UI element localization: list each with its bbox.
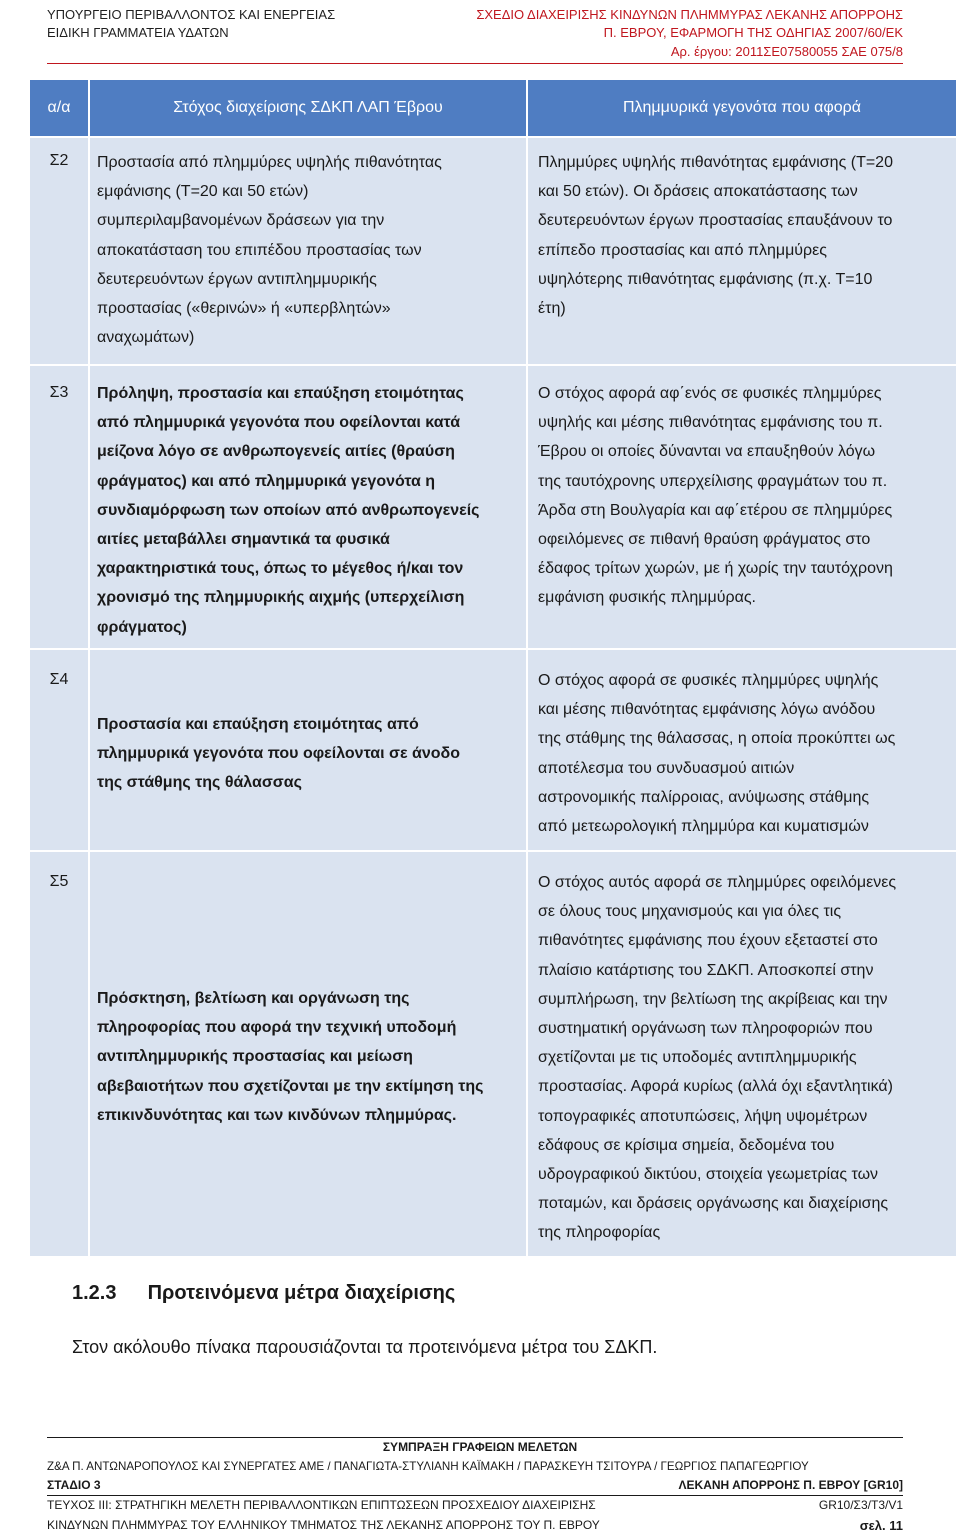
goal-line: προστασίας («θερινών» ή «υπερβλητών» <box>97 300 391 318</box>
events-line: αποτέλεσμα του συνδυασμού αιτιών <box>538 759 795 777</box>
events-line: πιθανότητες εμφάνισης που έχουν εξεταστεί στο <box>538 932 878 950</box>
goal-line: συμπεριλαμβανομένων δράσεων για την <box>97 212 385 230</box>
events-line: και 50 ετών). Οι δράσεις αποκατάστασης των <box>538 183 858 201</box>
footer-divider <box>47 1437 903 1438</box>
footer-basin: ΛΕΚΑΝΗ ΑΠΟΡΡΟΗΣ Π. ΕΒΡΟΥ [GR10] <box>678 1478 903 1492</box>
section-intro: Στον ακόλουθο πίνακα παρουσιάζονται τα προτεινόμενα μέτρα του ΣΔΚΠ. <box>72 1337 658 1357</box>
table-row-id <box>30 852 88 1256</box>
goal-line: πληροφορίας που αφορά την τεχνική υποδομή <box>97 1019 457 1037</box>
events-line: αστρονομικής παλίρροιας, ανύψωσης στάθμης <box>538 788 870 806</box>
events-line: εδάφους σε κρίσιμα σημεία, δεδομένα του <box>538 1136 835 1154</box>
plan-subtitle: Π. ΕΒΡΟΥ, ΕΦΑΡΜΟΓΗ ΤΗΣ ΟΔΗΓΙΑΣ 2007/60/ΕΚ <box>603 25 903 40</box>
goals-table <box>30 80 956 1256</box>
events-line: της στάθμης της θάλασσας, η οποία προκύπτει ως <box>538 730 896 748</box>
column-header-events: Πλημμυρικά γεγονότα που αφορά <box>528 80 956 136</box>
events-line: Έβρου οι οποίες δύνανται να επαυξηθούν λόγω <box>538 443 876 461</box>
goal-cell <box>90 650 526 850</box>
events-line: δευτερευόντων έργων προστασίας επαυξάνουν το <box>538 212 893 230</box>
goal-cell <box>90 852 526 1256</box>
project-number: Αρ. έργου: 2011ΣΕ07580055 ΣΑΕ 075/8 <box>670 44 903 59</box>
goal-line: της στάθμης της θάλασσας <box>97 774 302 792</box>
events-line: και μέσης πιθανότητας εμφάνισης λόγω ανόδου <box>538 701 876 719</box>
section-title: Προτεινόμενα μέτρα διαχείρισης <box>147 1282 456 1304</box>
column-header-goal: Στόχος διαχείρισης ΣΔΚΠ ΛΑΠ Έβρου <box>90 80 526 136</box>
events-line: Ο στόχος αφορά αφ΄ενός σε φυσικές πλημμύρες <box>538 385 882 402</box>
events-line: οφειλόμενες σε πιθανή θραύση φράγματος στο <box>538 531 871 549</box>
events-line: πλαίσιο κατάρτισης του ΣΔΚΠ. Αποσκοπεί στην <box>538 961 874 979</box>
goal-id: Σ3 <box>49 384 69 401</box>
events-line: σε όλους τους μηχανισμούς και για όλες τις <box>538 903 842 921</box>
goal-line: αναχωμάτων) <box>97 329 195 347</box>
goal-line: Προστασία από πλημμύρες υψηλής πιθανότητας <box>97 154 442 171</box>
events-line: σχετίζονται με τις υποδομές αντιπλημμυρικής <box>538 1049 857 1067</box>
goal-line: χρονισμό της πλημμυρικής αιχμής (υπερχείλιση <box>97 589 465 607</box>
plan-title: ΣΧΕΔΙΟ ΔΙΑΧΕΙΡΙΣΗΣ ΚΙΝΔΥΝΩΝ ΠΛΗΜΜΥΡΑΣ ΛΕΚΑΝΗΣ ΑΠΟΡΡΟΗΣ <box>476 7 903 22</box>
ministry-name: ΥΠΟΥΡΓΕΙΟ ΠΕΡΙΒΑΛΛΟΝΤΟΣ ΚΑΙ ΕΝΕΡΓΕΙΑΣ <box>47 7 336 22</box>
events-line: από μετεωρολογική πλημμύρα και κυματισμών <box>538 818 869 836</box>
footer-partners: Ζ&Α Π. ΑΝΤΩΝΑΡΟΠΟΥΛΟΣ ΚΑΙ ΣΥΝΕΡΓΑΤΕΣ ΑΜΕ / ΠΑΝΑΓΙΩΤΑ-ΣΤΥΛΙΑΝΗ ΚΑΪΜΑΚΗ / ΠΑΡΑΣΚΕΥΗ ΤΣΙΤΟΥΡΑ / ΓΕΩΡΓΙΟΣ ΠΑΠΑΓΕΩΡΓΙΟΥ <box>47 1460 809 1473</box>
events-line: συμπλήρωση, την βελτίωση της ακρίβειας και την <box>538 990 888 1008</box>
events-cell <box>528 138 956 364</box>
goal-line: χαρακτηριστικά τους, όπως το μέγεθος ή/και τον <box>97 560 464 578</box>
events-line: προστασίας. Αφορά κυρίως (αλλά όχι εξαντλητικά) <box>538 1078 893 1096</box>
events-line: έτη) <box>538 300 566 318</box>
events-line: επίπεδο προστασίας και από πλημμύρες <box>538 241 827 259</box>
events-line: τοπογραφικές αποτυπώσεις, λήψη υψομέτρων <box>538 1107 868 1125</box>
column-header-id: α/α <box>30 80 88 136</box>
footer-volume: ΤΕΥΧΟΣ ΙΙΙ: ΣΤΡΑΤΗΓΙΚΗ ΜΕΛΕΤΗ ΠΕΡΙΒΑΛΛΟΝΤΙΚΩΝ ΕΠΙΠΤΩΣΕΩΝ ΠΡΟΣΧΕΔΙΟΥ ΔΙΑΧΕΙΡΙΣΗΣ <box>47 1498 596 1512</box>
goal-line: Προστασία και επαύξηση ετοιμότητας από <box>97 716 419 733</box>
events-line: της πληροφορίας <box>538 1224 661 1242</box>
goal-line: αβεβαιοτήτων που σχετίζονται με την εκτίμηση της <box>97 1077 484 1095</box>
goal-line: πλημμυρικά γεγονότα που οφείλονται σε άνοδο <box>97 745 460 763</box>
goal-id: Σ5 <box>49 873 69 890</box>
page-number: σελ. 11 <box>859 1518 903 1533</box>
goal-line: επικινδυνότητας και των κινδύνων πλημμύρας. <box>97 1106 457 1124</box>
events-line: υψηλής και μέσης πιθανότητας εμφάνισης του π. <box>538 414 883 432</box>
goal-line: αποκατάσταση του επιπέδου προστασίας των <box>97 241 422 259</box>
table-row-id <box>30 650 88 850</box>
events-line: υψηλότερης πιθανότητας εμφάνισης (π.χ. Τ=10 <box>538 270 873 288</box>
goal-line: αιτίες μεταβάλλει σημαντικά τα φυσικά <box>97 531 390 549</box>
footer-stage: ΣΤΑΔΙΟ 3 <box>47 1478 101 1492</box>
table-row-id <box>30 138 88 364</box>
events-line: Πλημμύρες υψηλής πιθανότητας εμφάνισης (Τ=20 <box>538 154 893 171</box>
events-line: Ο στόχος αυτός αφορά σε πλημμύρες οφειλόμενες <box>538 874 897 891</box>
goal-line: συνδιαμόρφωση των οποίων από ανθρωπογενείς <box>97 501 480 519</box>
events-line: της ταυτόχρονης υπερχείλισης φραγμάτων του π. <box>538 472 888 490</box>
goal-id: Σ4 <box>49 671 69 688</box>
goal-line: φράγματος) <box>97 618 187 636</box>
footer-divider <box>47 1495 903 1496</box>
goal-line: από πλημμυρικά γεγονότα που οφείλονται κατά <box>97 414 461 432</box>
goal-line: μείζονα λόγο σε ανθρωπογενείς αιτίες (θραύση <box>97 443 455 461</box>
events-line: συστηματική οργάνωση των πληροφοριών που <box>538 1020 873 1038</box>
events-line: ποταμών, και δράσεις οργάνωσης και διαχείρισης <box>538 1195 889 1213</box>
section-number: 1.2.3 <box>72 1282 117 1304</box>
events-line: Ο στόχος αφορά σε φυσικές πλημμύρες υψηλής <box>538 672 879 689</box>
goal-line: Πρόσκτηση, βελτίωση και οργάνωση της <box>97 990 410 1007</box>
events-cell <box>528 366 956 648</box>
goal-line: εμφάνισης (Τ=20 και 50 ετών) <box>97 183 309 201</box>
events-line: έδαφος τρίτων χωρών, με ή χωρίς την ταυτόχρονη <box>538 560 893 578</box>
events-line: Άρδα στη Βουλγαρία και αφ΄ετέρου σε πλημμύρες <box>538 501 893 519</box>
goal-line: φράγματος) και από πλημμυρικά γεγονότα η <box>97 472 436 490</box>
goal-line: αντιπλημμυρικής προστασίας και μείωση <box>97 1048 413 1066</box>
section-heading <box>72 1282 455 1305</box>
goal-cell <box>90 138 526 364</box>
secretariat-name: ΕΙΔΙΚΗ ΓΡΑΜΜΑΤΕΙΑ ΥΔΑΤΩΝ <box>47 25 229 40</box>
table-row-id <box>30 366 88 648</box>
events-cell <box>528 852 956 1256</box>
goal-cell <box>90 366 526 648</box>
goal-line: δευτερευόντων έργων αντιπλημμυρικής <box>97 270 377 288</box>
goal-id: Σ2 <box>49 152 69 169</box>
footer-volume-cont: ΚΙΝΔΥΝΩΝ ΠΛΗΜΜΥΡΑΣ ΤΟΥ ΕΛΛΗΝΙΚΟΥ ΤΜΗΜΑΤΟΣ ΤΗΣ ΛΕΚΑΝΗΣ ΑΠΟΡΡΟΗΣ ΤΟΥ Π. ΕΒΡΟΥ <box>47 1518 600 1532</box>
footer-code: GR10/Σ3/Τ3/V1 <box>818 1498 903 1512</box>
goal-line: Πρόληψη, προστασία και επαύξηση ετοιμότητας <box>97 385 464 402</box>
footer-consortium: ΣΥΜΠΡΑΞΗ ΓΡΑΦΕΙΩΝ ΜΕΛΕΤΩΝ <box>382 1440 578 1454</box>
events-line: εμφάνιση φυσικής πλημμύρας. <box>538 589 756 607</box>
events-cell <box>528 650 956 850</box>
events-line: υδρογραφικού δικτύου, στοιχεία γεωμετρίας των <box>538 1166 879 1184</box>
header-divider <box>47 63 903 64</box>
